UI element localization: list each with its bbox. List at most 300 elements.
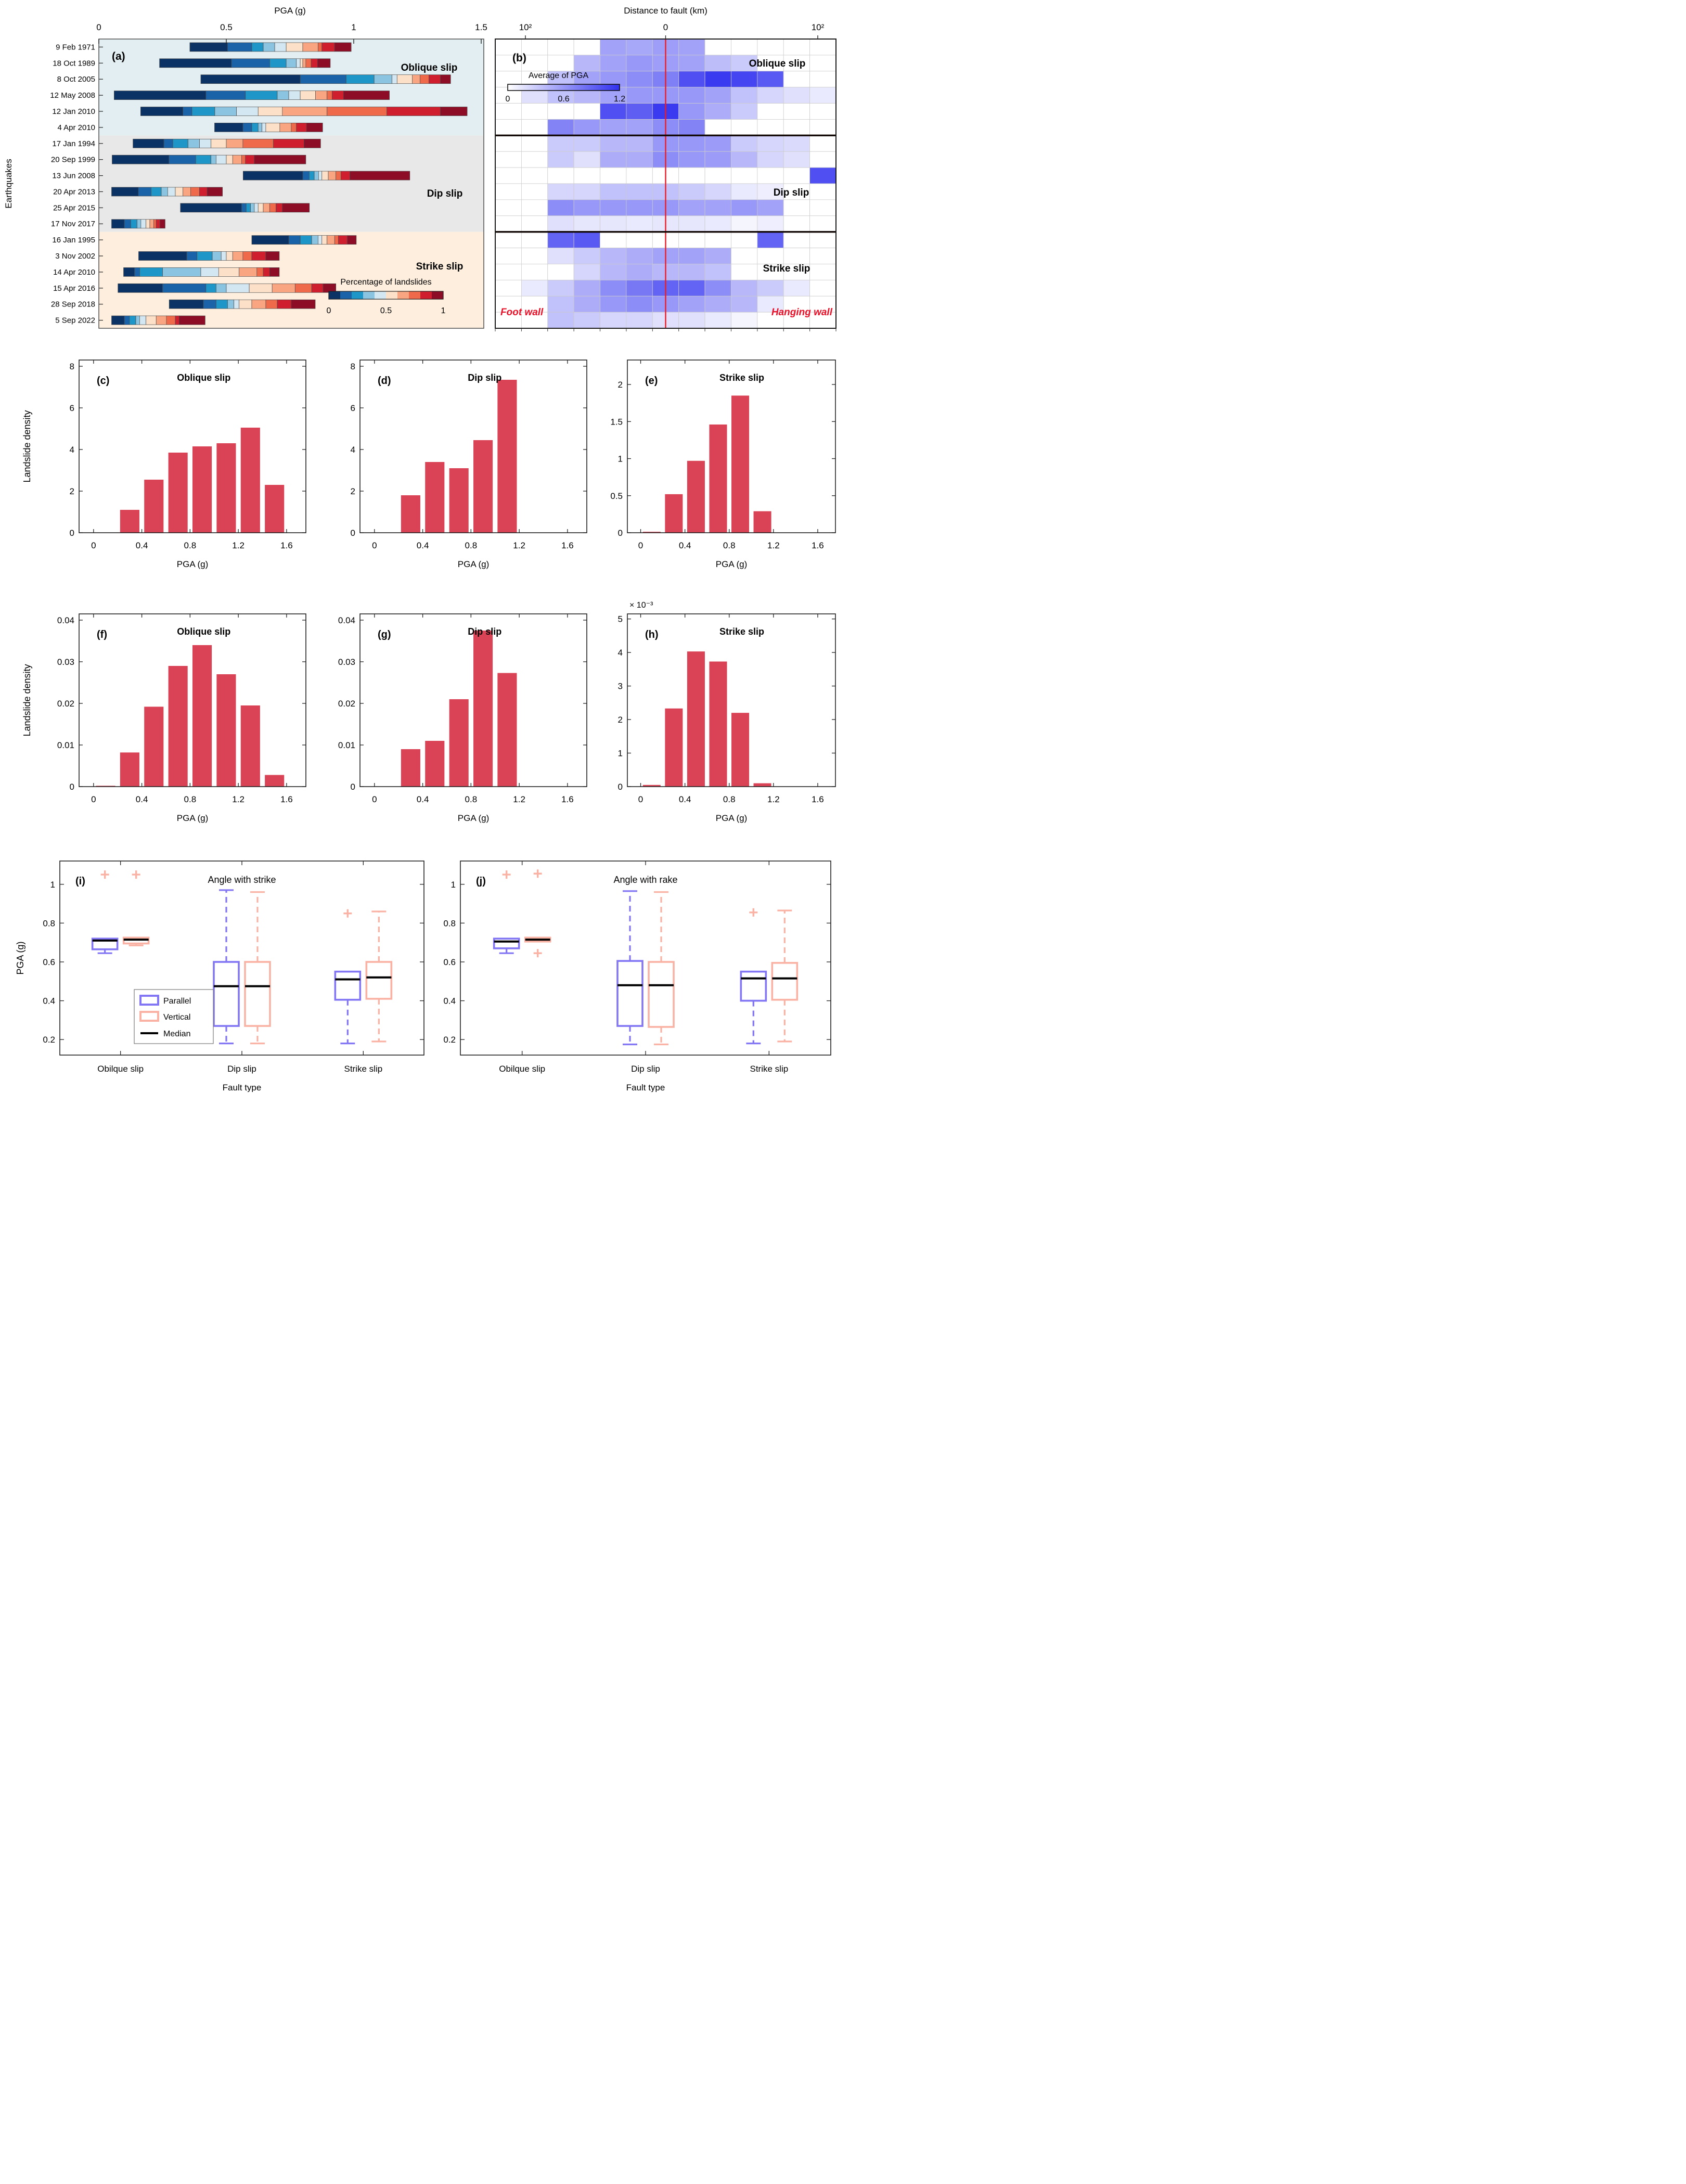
bar-segment [346,75,374,84]
heat-cell [600,168,626,184]
bar-segment [263,267,269,276]
bar-segment [140,107,183,116]
heat-cell [679,280,705,296]
heat-cell [626,200,652,216]
hist-bar [425,741,444,787]
heat-cell [574,151,600,168]
heat-cell [548,232,574,248]
bar-segment [397,75,412,84]
bar-segment [164,139,173,148]
heat-cell [521,200,547,216]
hist-letter: (d) [378,375,391,387]
heat-cell [731,280,757,296]
heat-cell [495,200,521,216]
bar-segment [211,139,226,148]
heat-cell [810,248,836,264]
box-whisker [366,911,391,1042]
colorbar-b [508,84,620,91]
bar-segment [334,236,338,245]
bar-segment [327,91,332,100]
legend-a-tick-label: 0.5 [380,306,392,315]
hist-xlabel: PGA (g) [457,559,490,569]
bar-segment [274,139,304,148]
hist-y-tick-label: 2 [69,486,74,496]
hist-y-tick-label: 2 [617,380,623,390]
bar-segment [254,155,306,164]
hist-y-tick-label: 6 [69,403,74,413]
heat-cell [810,119,836,135]
heat-cell [548,200,574,216]
heat-cell [548,296,574,312]
box-whisker [525,869,550,957]
heat-cell [600,151,626,168]
bar-segment [136,316,139,325]
heat-cell [810,216,836,232]
heat-cell [521,151,547,168]
heat-cell [574,55,600,71]
heat-cell [600,232,626,248]
bar-segment [169,300,203,309]
hist-x-tick-label: 1.2 [232,794,244,804]
hist-bar [425,462,444,533]
heat-cell [757,71,783,87]
hist-bar [120,510,139,533]
box-whisker [214,890,239,1044]
bar-segment [212,252,221,261]
box-whisker [741,908,766,1044]
bar-segment [169,155,196,164]
bar-segment [387,107,441,116]
heat-cell [757,87,783,104]
heat-cell [626,264,652,280]
earthquake-date: 3 Nov 2002 [55,252,95,261]
heat-cell [495,216,521,232]
box-y-tick-label: 0.4 [43,996,55,1006]
bar-segment [251,203,254,212]
hist-y-tick-label: 0.01 [57,740,74,750]
box-y-tick-label: 0.2 [443,1035,456,1045]
figure-canvas [0,0,843,1092]
heat-cell [626,280,652,296]
heat-cell [626,71,652,87]
bar-segment [201,75,300,84]
bar-segment [258,107,282,116]
hist-x-tick-label: 0.4 [135,541,148,550]
heat-cell [495,168,521,184]
heat-cell [731,216,757,232]
heat-cell [626,39,652,55]
hist-y-tick-label: 0 [617,528,623,538]
bar-segment [266,123,280,132]
legend-a-tick-label: 0 [326,306,331,315]
bar-segment [233,252,243,261]
hist-bar [754,783,771,787]
heat-cell [757,216,783,232]
bar-segment [266,252,279,261]
hist-bar [449,699,469,787]
box-border [60,861,424,1055]
box-rect [617,961,642,1026]
legend-a-swatch [397,291,409,299]
box-letter: (i) [75,876,85,887]
bar-segment [289,236,300,245]
hist-y-tick-label: 0.5 [610,491,623,501]
hist-y-tick-label: 0 [69,782,74,792]
heat-cell [626,248,652,264]
bar-segment [300,75,346,84]
bar-segment [156,220,160,228]
heat-cell [810,280,836,296]
bar-segment [206,284,216,292]
heat-cell [626,135,652,151]
box-border [460,861,831,1055]
earthquake-date: 18 Oct 1989 [53,59,95,68]
group-label-strike: Strike slip [416,261,464,272]
bar-segment [131,220,137,228]
heat-cell [574,39,600,55]
hist-x-tick-label: 1.6 [561,794,574,804]
bar-segment [322,171,328,180]
legend-a-swatch [340,291,352,299]
box-rect [649,962,674,1027]
legend-a-swatch [363,291,375,299]
bar-segment [420,75,429,84]
heat-cell [600,119,626,135]
bar-segment [231,59,270,68]
hist-y-tick-label: 0.03 [338,657,355,667]
bar-segment [300,236,312,245]
hist-y-tick-label: 0.01 [338,740,355,750]
heat-cell [626,312,652,328]
bar-segment [277,300,291,309]
heat-cell [495,104,521,120]
hist-x-tick-label: 0.8 [184,541,197,550]
earthquake-date: 25 Apr 2015 [53,203,95,213]
bar-segment [243,171,303,180]
heat-cell [757,119,783,135]
heat-cell [548,312,574,328]
hist-x-tick-label: 1.2 [513,541,525,550]
box-y-tick-label: 0.2 [43,1035,55,1045]
box-whisker [335,909,360,1044]
heat-cell [731,151,757,168]
heat-cell [600,296,626,312]
hist-x-tick-label: 0.8 [465,541,478,550]
heat-cell [574,264,600,280]
panel-e [610,360,835,569]
bar-segment [216,155,226,164]
legend-a-title: Percentage of landslides [340,278,432,287]
heat-cell [679,119,705,135]
hist-y-tick-label: 0 [617,782,623,792]
bar-segment [254,203,258,212]
hist-y-tick-label: 3 [617,681,623,691]
bar-segment [327,236,335,245]
heat-cell [705,39,731,55]
box-y-tick-label: 1 [50,879,55,890]
bar-segment [246,91,277,100]
bar-segment [163,267,201,276]
heat-cell [521,232,547,248]
stacked-bar [214,123,323,132]
heat-cell [574,216,600,232]
heat-cell [574,296,600,312]
box-y-tick-label: 0.8 [443,918,456,929]
bar-segment [181,203,242,212]
heat-cell [679,184,705,200]
hist-bar [731,713,749,787]
heat-cell [521,264,547,280]
earthquake-date: 8 Oct 2005 [57,75,95,84]
hist-xlabel: PGA (g) [176,559,209,569]
x-tick-label: 0 [96,22,101,32]
heat-cell [574,119,600,135]
heat-cell [679,200,705,216]
hist-bar [401,749,420,787]
heat-cell [757,232,783,248]
hist-x-tick-label: 0.4 [135,794,148,804]
stacked-bar [124,267,279,276]
hist-x-tick-label: 0.4 [416,541,429,550]
heat-cell [783,39,809,55]
heat-cell [705,248,731,264]
hist-x-tick-label: 0.8 [723,541,736,550]
heat-cell [548,39,574,55]
bar-segment [269,203,276,212]
hist-ylabel: Landslide density [22,410,32,483]
heat-cell [495,184,521,200]
bar-segment [146,220,150,228]
heat-cell [574,248,600,264]
box-category-label: Dip slip [631,1064,660,1074]
heat-cell [600,312,626,328]
bar-segment [227,300,234,309]
heat-cell [548,216,574,232]
hist-bar [497,380,517,533]
bar-segment [312,284,323,292]
box-rect [245,962,270,1026]
hist-y-tick-label: 5 [617,614,623,624]
bar-segment [175,316,179,325]
bar-segment [226,139,243,148]
heat-cell [548,184,574,200]
heat-cell [705,184,731,200]
heat-cell [705,280,731,296]
bar-segment [258,123,262,132]
bar-segment [207,187,222,196]
hist-y-tick-label: 0.03 [57,657,74,667]
heat-cell [679,264,705,280]
bar-segment [322,43,335,52]
bar-segment [200,187,208,196]
heat-cell [705,232,731,248]
group-label-oblique: Oblique slip [401,62,458,73]
heat-cell [810,87,836,104]
heat-cell [731,184,757,200]
bar-segment [286,43,303,52]
heat-cell [600,200,626,216]
heat-cell [600,184,626,200]
bar-segment [350,171,410,180]
legend-a-swatch [409,291,420,299]
bar-segment [252,300,266,309]
heat-cell [757,39,783,55]
bar-segment [318,236,321,245]
legend-parallel-swatch [140,996,158,1005]
heat-cell [521,104,547,120]
heat-cell [757,151,783,168]
heat-cell [705,200,731,216]
heat-cell [626,184,652,200]
panel-b [495,6,836,331]
heat-cell [810,200,836,216]
hist-x-tick-label: 0.4 [416,794,429,804]
heat-cell [600,216,626,232]
stacked-bar [112,316,205,325]
bar-segment [206,91,246,100]
bar-segment [266,300,277,309]
panel-i [15,861,424,1092]
bar-segment [269,267,279,276]
hist-bar [665,709,683,787]
b-x-tick-label: 10² [811,22,825,32]
earthquake-date: 12 May 2008 [50,91,95,100]
b-group-dip: Dip slip [773,187,809,198]
heat-cell [731,135,757,151]
stacked-bar [140,107,467,116]
bar-segment [241,155,245,164]
bar-segment [429,75,441,84]
hist-bar [216,443,236,533]
heat-cell [548,119,574,135]
heat-cell [626,104,652,120]
bar-segment [252,43,263,52]
bar-segment [215,107,237,116]
legend-a-swatch [432,291,443,299]
bar-segment [214,123,242,132]
bar-segment [276,203,282,212]
panel-b-axis-title: Distance to fault (km) [624,6,707,16]
heat-cell [731,264,757,280]
hist-y-tick-label: 8 [69,362,74,371]
heat-cell [810,151,836,168]
heat-cell [705,135,731,151]
bar-segment [303,171,309,180]
heat-cell [705,168,731,184]
hist-bar [192,446,212,533]
heat-cell [548,264,574,280]
hist-xlabel: PGA (g) [715,559,748,569]
heat-cell [783,216,809,232]
heat-cell [626,87,652,104]
bar-segment [263,43,275,52]
bar-segment [112,187,138,196]
b-x-tick-label: 0 [663,22,668,32]
earthquake-date: 5 Sep 2022 [55,316,95,325]
bar-segment [311,59,317,68]
bar-segment [318,43,321,52]
heat-cell [495,135,521,151]
bar-segment [190,187,199,196]
heat-cell [600,135,626,151]
stacked-bar [243,171,409,180]
earthquake-date: 15 Apr 2016 [53,284,95,293]
box-whisker [494,870,519,953]
hist-bar [144,480,163,533]
box-legend [134,990,213,1044]
bar-segment [130,316,136,325]
bar-segment [175,187,183,196]
hist-bar [265,485,284,533]
bar-segment [146,316,157,325]
hist-bar [265,775,284,787]
stacked-bar [133,139,321,148]
box-category-label: Strike slip [750,1064,789,1074]
panel-a-group-bg [99,39,484,135]
heat-cell [731,119,757,135]
foot-wall-label: Foot wall [500,307,544,318]
heat-cell [705,71,731,87]
hist-bar [709,425,727,533]
bar-segment [166,316,175,325]
bar-segment [173,139,188,148]
box-category-label: Obilque slip [499,1064,546,1074]
panel-c [22,360,306,569]
heat-cell [783,135,809,151]
bar-segment [139,316,146,325]
bar-segment [179,316,205,325]
box-y-tick-label: 0.6 [443,957,456,967]
stacked-bar [190,43,351,52]
hist-letter: (g) [378,629,391,640]
heat-cell [731,312,757,328]
hist-exponent-label: × 10⁻³ [629,601,653,610]
heat-cell [574,168,600,184]
hist-bar [241,428,260,533]
box-y-tick-label: 0.8 [43,918,55,929]
hanging-wall-label: Hanging wall [771,307,832,318]
hist-bar [169,666,188,787]
heat-cell [783,151,809,168]
bar-segment [322,236,327,245]
bar-segment [312,236,318,245]
heat-cell [600,248,626,264]
legend-a-swatch [352,291,363,299]
colorbar-b-tick-label: 0 [505,95,510,104]
hist-x-tick-label: 0.8 [184,794,197,804]
box-title: Angle with strike [208,875,276,885]
box-rect [772,963,797,1000]
bar-segment [226,155,233,164]
hist-letter: (e) [645,375,658,387]
bar-segment [124,316,130,325]
heat-cell [810,232,836,248]
heat-cell [731,39,757,55]
heat-cell [626,119,652,135]
bar-segment [124,267,135,276]
hist-y-tick-label: 4 [617,648,623,658]
hist-x-tick-label: 0 [91,541,96,550]
heat-cell [521,119,547,135]
legend-a-swatch [375,291,386,299]
bar-segment [163,284,206,292]
heat-cell [521,216,547,232]
bar-segment [133,139,164,148]
hist-bar [687,651,705,787]
hist-title: Strike slip [719,372,765,383]
heat-cell [731,248,757,264]
hist-title: Dip slip [468,372,502,383]
